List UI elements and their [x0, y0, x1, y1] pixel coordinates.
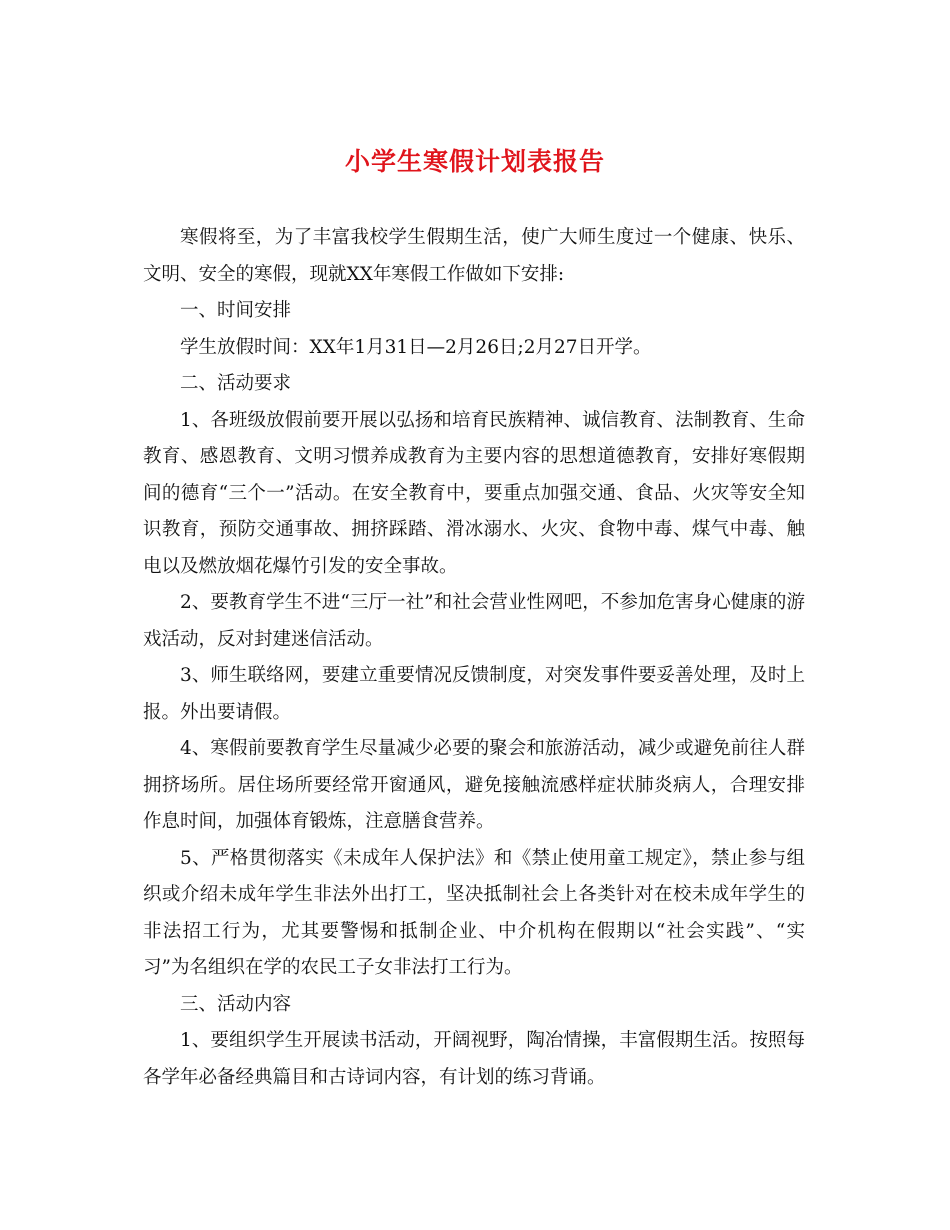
document-title: 小学生寒假计划表报告	[344, 147, 605, 176]
document-body	[143, 220, 805, 1096]
section-heading-requirements: 二、活动要求	[180, 373, 292, 394]
paragraph-intro: 寒假将至，为了丰富我校学生假期生活，使广大师生度过一个健康、快乐、文明、安全的寒假，现就XX年寒假工作做如下安排:	[143, 227, 805, 285]
paragraph-requirement-3: 3、师生联络网，要建立重要情况反馈制度，对突发事件要妥善处理，及时上报。外出要请假。	[143, 665, 805, 723]
paragraph-requirement-4: 4、寒假前要教育学生尽量减少必要的聚会和旅游活动，减少或避免前往人群拥挤场所。居住场所要经常开窗通风，避免接触流感样症状肺炎病人，合理安排作息时间，加强体育锻炼，注意膳食营养。	[143, 738, 805, 832]
paragraph-requirement-2: 2、要教育学生不进“三厅一社”和社会营业性网吧，不参加危害身心健康的游戏活动，反对封建迷信活动。	[143, 592, 805, 650]
paragraph-holiday-dates: 学生放假时间：XX年1月31日—2月26日;2月27日开学。	[180, 336, 652, 358]
section-heading-content: 三、活动内容	[180, 993, 292, 1015]
paragraph-content-1: 1、要组织学生开展读书活动，开阔视野，陶冶情操，丰富假期生活。按照每各学年必备经典篇目和古诗词内容，有计划的练习背诵。	[143, 1030, 805, 1088]
paragraph-requirement-5: 5、严格贯彻落实《未成年人保护法》和《禁止使用童工规定》，禁止参与组织或介绍未成年学生非法外出打工，坚决抵制社会上各类针对在校未成年学生的非法招工行为，尤其要警惕和抵制企业、中介机构在假期以“社会实践”、“实习”为名组织在学的农民工子女非法打工行为。	[143, 847, 805, 978]
section-heading-time: 一、时间安排	[180, 300, 292, 321]
paragraph-requirement-1: 1、各班级放假前要开展以弘扬和培育民族精神、诚信教育、法制教育、生命教育、感恩教育、文明习惯养成教育为主要内容的思想道德教育，安排好寒假期间的德育“三个一”活动。在安全教育中，要重点加强交通、食品、火灾等安全知识教育，预防交通事故、拥挤踩踏、滑冰溺水、火灾、食物中毒、煤气中毒、触电以及燃放烟花爆竹引发的安全事故。	[143, 409, 805, 577]
